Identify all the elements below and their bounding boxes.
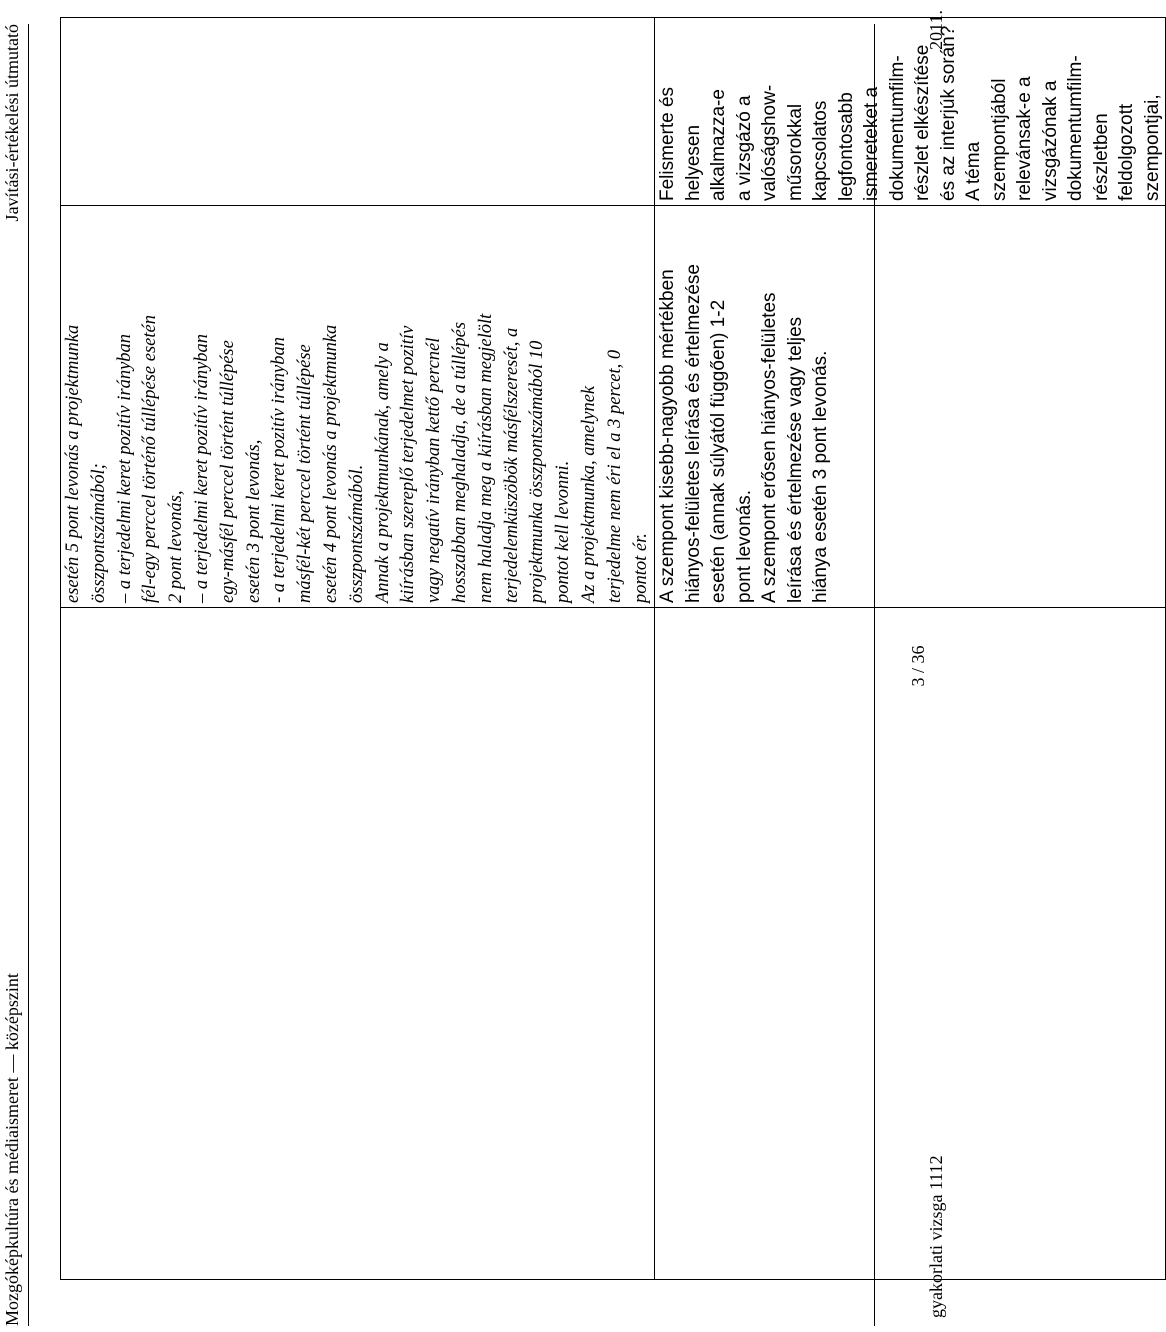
text-line: esetén 4 pont levonás a projektmunka <box>320 324 341 603</box>
text-line: esetén 5 pont levonás a projektmunka <box>63 324 83 603</box>
empty-cell <box>61 608 655 1280</box>
footer-rule <box>874 24 875 1326</box>
text-line: vizsgázónak a dokumentumfilm- <box>1039 55 1087 201</box>
text-line: A szempont erősen hiányos-felületes <box>759 292 781 603</box>
criteria-text <box>61 210 654 603</box>
evaluation-table <box>60 17 1166 1280</box>
text-line: terjedelemküszöbök másfélszeresét, a <box>501 327 522 603</box>
text-line: legfontosabb ismereteket a <box>835 86 883 201</box>
text-line: pontot kell levonni. <box>553 460 574 603</box>
text-line: összpontszámából; <box>88 463 109 603</box>
text-line: 2 pont levonás, <box>166 490 187 603</box>
text-line: terjedelme nem éri el a 3 percet, 0 <box>604 349 625 603</box>
text-line: egy-másfél perccel történt túllépése <box>217 340 238 603</box>
text-line: A szempont kisebb-nagyobb mértékben <box>657 269 679 603</box>
text-line: Az a projektmunka, amelynek <box>578 385 599 603</box>
text-line: nem haladja meg a kiírásban megjelölt <box>475 313 496 603</box>
text-line: – a terjedelmi keret pozitív irányban <box>114 333 135 603</box>
text-line: pont levonás. <box>733 489 755 603</box>
text-line: kiírásban szereplő terjedelmet pozitív <box>398 325 419 603</box>
text-line: esetén 3 pont levonás, <box>243 439 264 603</box>
text-line: dokumentumfilm-részlet elkészítése <box>886 44 934 201</box>
text-line: és az interjúk során? <box>937 25 959 201</box>
text-line: vagy negatív irányban kettő percnél <box>424 337 445 603</box>
text-line: pontot ér. <box>630 533 651 603</box>
scoring-text <box>655 210 834 603</box>
footer-exam-code: gyakorlati vizsga 1112 <box>926 1155 946 1318</box>
text-line: hiánya esetén 3 pont levonás. <box>810 350 832 603</box>
text-line: a vizsgázó a valóságshow- <box>733 84 781 201</box>
text-line: fél-egy perccel történő túllépése esetén <box>140 315 161 603</box>
text-line: műsorokkal kapcsolatos <box>784 100 832 201</box>
text-line: esetén (annak súlyától függően) 1-2 <box>708 299 730 603</box>
table-row <box>61 18 655 1280</box>
empty-cell <box>61 18 655 206</box>
text-line: hosszabban meghaladja, de a túllépés <box>449 321 470 603</box>
text-line: - a terjedelmi keret pozitív irányban <box>269 337 290 603</box>
text-line: Annak a projektmunkának, amely a <box>372 342 393 603</box>
text-line: Felismerte és helyesen alkalmazza-e <box>657 86 730 201</box>
header-rule <box>28 24 29 1326</box>
header-right-title: Javítási-értékelési útmutató <box>2 24 22 222</box>
criteria-cell <box>61 206 655 608</box>
footer-page-number: 3 / 36 <box>908 645 928 687</box>
header-left-title: Mozgóképkultúra és médiaismeret — középszint <box>2 973 22 1326</box>
text-line: – a terjedelmi keret pozitív irányban <box>191 333 212 603</box>
text-line: összpontszámából. <box>346 464 367 603</box>
text-line: leírása és értelmezése vagy teljes <box>784 316 806 603</box>
text-line: projektmunka összpontszámából 10 <box>527 340 548 603</box>
text-line: részletben feldolgozott szempontjai, <box>1090 94 1163 201</box>
text-line: másfél-két perccel történt túllépése <box>295 344 316 603</box>
footer-year: 2011. <box>926 10 946 50</box>
text-line: hiányos-felületes leírása és értelmezése <box>682 263 704 603</box>
text-line: A téma szempontjából relevánsak-e a <box>963 76 1036 201</box>
